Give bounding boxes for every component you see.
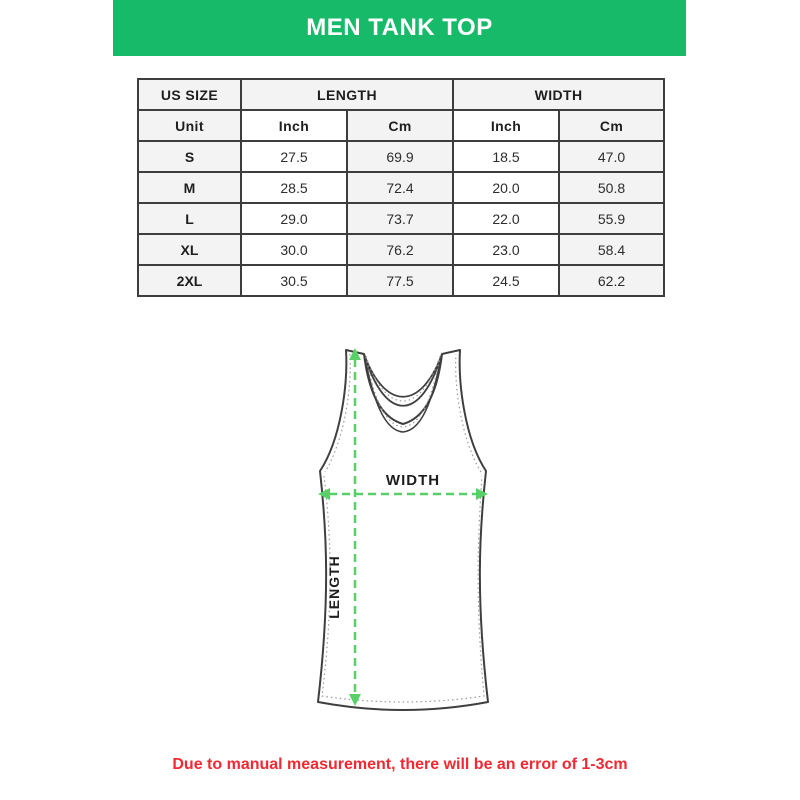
tank-top-diagram bbox=[303, 344, 503, 722]
width-cm-value: 47.0 bbox=[559, 141, 664, 172]
width-cm-value: 62.2 bbox=[559, 265, 664, 296]
size-value: M bbox=[138, 172, 241, 203]
length-inch-label: Inch bbox=[241, 110, 347, 141]
width-inch-value: 20.0 bbox=[453, 172, 559, 203]
title-banner bbox=[113, 0, 686, 56]
size-value: 2XL bbox=[138, 265, 241, 296]
size-chart-table bbox=[137, 78, 665, 297]
width-dimension-label: WIDTH bbox=[385, 472, 441, 489]
width-inch-value: 24.5 bbox=[453, 265, 559, 296]
size-value: S bbox=[138, 141, 241, 172]
length-inch-value: 28.5 bbox=[241, 172, 347, 203]
table-row bbox=[138, 172, 664, 203]
length-inch-value: 29.0 bbox=[241, 203, 347, 234]
table-row bbox=[138, 265, 664, 296]
size-value: L bbox=[138, 203, 241, 234]
table-row bbox=[138, 203, 664, 234]
length-cm-value: 77.5 bbox=[347, 265, 453, 296]
width-inch-value: 23.0 bbox=[453, 234, 559, 265]
width-inch-value: 18.5 bbox=[453, 141, 559, 172]
size-value: XL bbox=[138, 234, 241, 265]
header-width: WIDTH bbox=[453, 79, 664, 110]
length-dimension-label: LENGTH bbox=[326, 555, 342, 619]
length-cm-value: 76.2 bbox=[347, 234, 453, 265]
length-cm-value: 69.9 bbox=[347, 141, 453, 172]
table-header-row bbox=[138, 79, 664, 110]
length-inch-value: 30.0 bbox=[241, 234, 347, 265]
length-inch-value: 30.5 bbox=[241, 265, 347, 296]
width-inch-label: Inch bbox=[453, 110, 559, 141]
header-length: LENGTH bbox=[241, 79, 453, 110]
width-cm-value: 58.4 bbox=[559, 234, 664, 265]
table-unit-row bbox=[138, 110, 664, 141]
width-cm-value: 50.8 bbox=[559, 172, 664, 203]
unit-label: Unit bbox=[138, 110, 241, 141]
width-inch-value: 22.0 bbox=[453, 203, 559, 234]
length-cm-value: 73.7 bbox=[347, 203, 453, 234]
width-cm-value: 55.9 bbox=[559, 203, 664, 234]
table-row bbox=[138, 141, 664, 172]
length-cm-value: 72.4 bbox=[347, 172, 453, 203]
length-inch-value: 27.5 bbox=[241, 141, 347, 172]
length-cm-label: Cm bbox=[347, 110, 453, 141]
table-row bbox=[138, 234, 664, 265]
measurement-error-note: Due to manual measurement, there will be an error of 1-3cm bbox=[172, 756, 628, 773]
header-us-size: US SIZE bbox=[138, 79, 241, 110]
width-cm-label: Cm bbox=[559, 110, 664, 141]
page-title: MEN TANK TOP bbox=[306, 14, 493, 41]
